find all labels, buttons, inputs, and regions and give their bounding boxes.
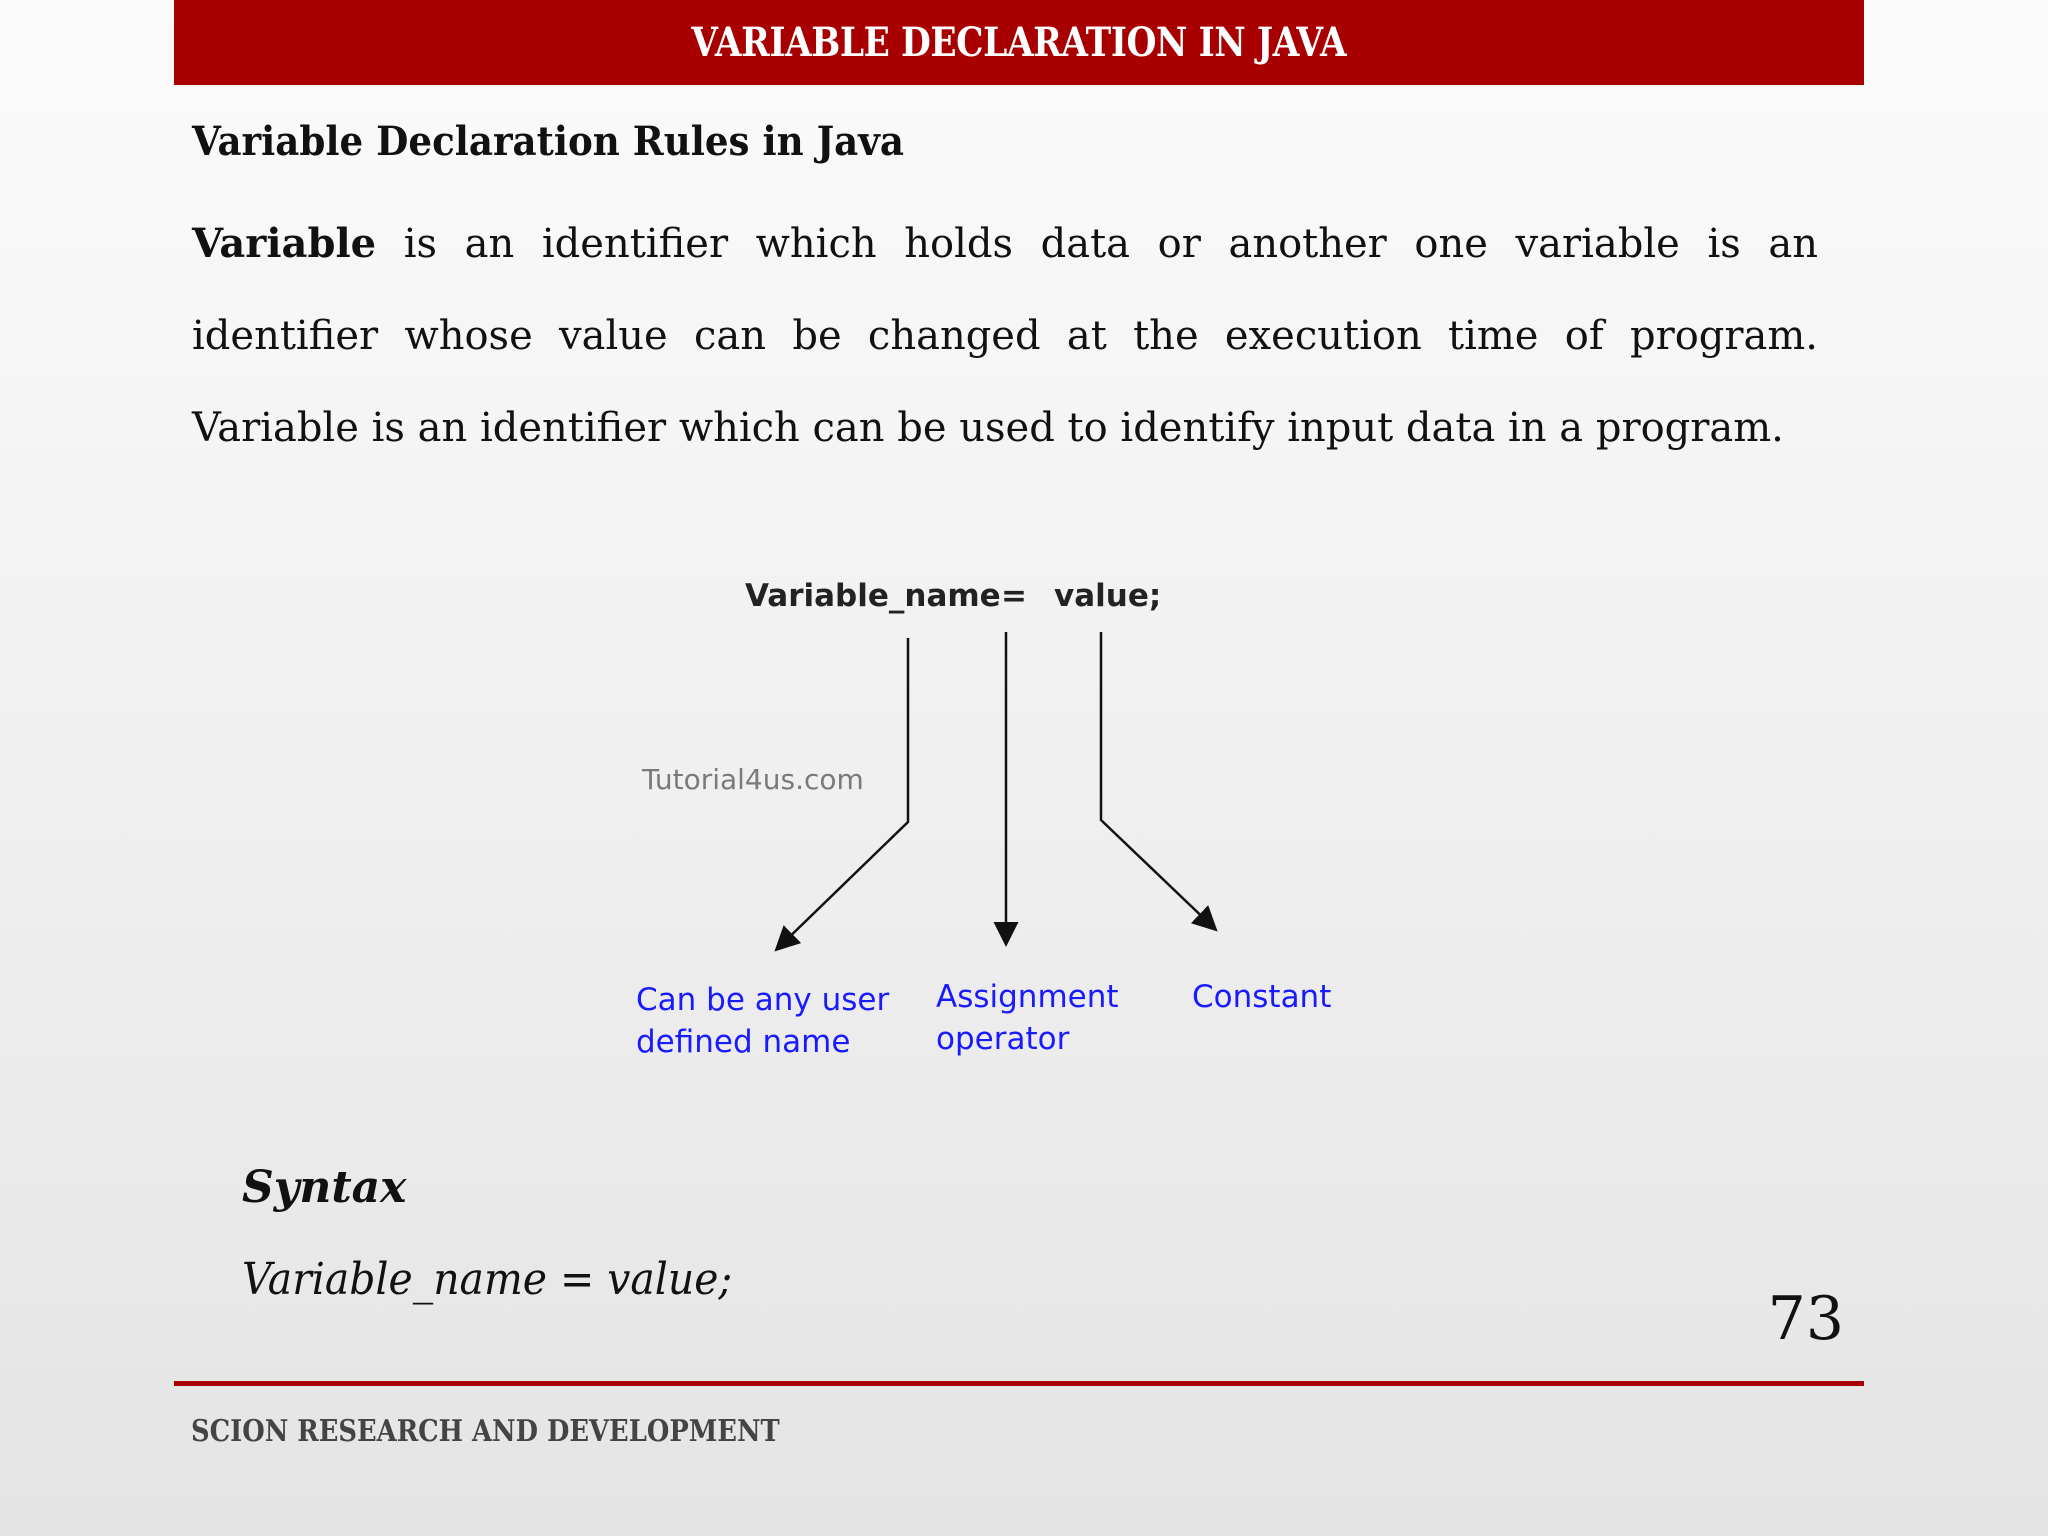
value-label: Constant xyxy=(1192,979,1332,1015)
paragraph-line-1 xyxy=(192,198,1818,290)
slide-title: VARIABLE DECLARATION IN JAVA xyxy=(691,19,1347,66)
paragraph-line-3: Variable is an identifier which can be used to identify input data in a program. xyxy=(192,405,1784,451)
statement-value: value; xyxy=(1054,578,1162,614)
definition-paragraph xyxy=(192,198,1818,474)
footer-divider xyxy=(174,1381,1864,1386)
operator-label-line-2: operator xyxy=(936,1021,1070,1057)
value-arrow xyxy=(1101,632,1214,928)
watermark-text: Tutorial4us.com xyxy=(642,763,864,796)
syntax-heading: Syntax xyxy=(242,1162,407,1213)
subheading: Variable Declaration Rules in Java xyxy=(192,118,905,165)
paragraph-lead-bold: Variable xyxy=(192,220,377,267)
name-label-line-2: defined name xyxy=(636,1024,851,1060)
paragraph-line-2: identifier whose value can be changed at the execution time of program. xyxy=(192,313,1818,359)
declaration-diagram xyxy=(600,560,1360,1080)
page-number: 73 xyxy=(1767,1284,1844,1354)
title-bar xyxy=(174,0,1864,85)
syntax-code: Variable_name = value; xyxy=(242,1254,733,1305)
statement-name: Variable_name xyxy=(745,578,1001,614)
statement-operator: = xyxy=(1001,578,1027,614)
diagram-svg xyxy=(600,560,1360,1080)
paragraph-line-1-rest: is an identifier which holds data or another one variable is an xyxy=(403,221,1818,267)
name-label-line-1: Can be any user xyxy=(636,982,890,1018)
footer-organization: SCION RESEARCH AND DEVELOPMENT xyxy=(191,1414,780,1449)
operator-label-line-1: Assignment xyxy=(936,979,1119,1015)
